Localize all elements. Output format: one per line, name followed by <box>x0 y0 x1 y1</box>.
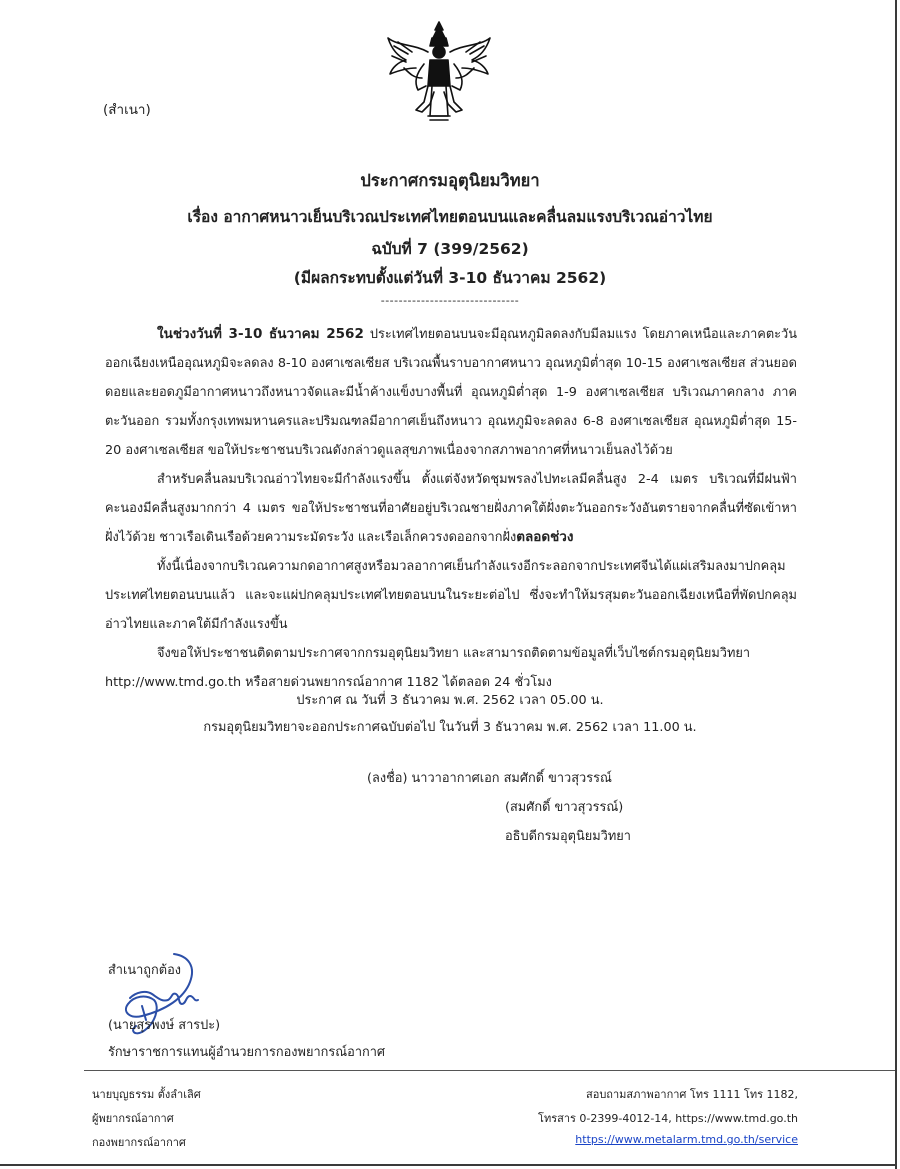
certifier-title: รักษาราชการแทนผู้อำนวยการกองพยากรณ์อากาศ <box>108 1045 386 1060</box>
paragraph-temperature-lead: ในช่วงวันที่ 3-10 ธันวาคม 2562 <box>157 326 364 342</box>
footer-metalarm-link[interactable]: https://www.metalarm.tmd.go.th/service <box>575 1133 798 1146</box>
page-frame-bottom <box>0 1164 897 1166</box>
footer-contact-fax-web: โทรสาร 0-2399-4012-14, https://www.tmd.go.th <box>538 1112 798 1125</box>
signer-title: อธิบดีกรมอุตุนิยมวิทยา <box>505 829 631 844</box>
title-divider: ------------------------------- <box>380 294 520 307</box>
paragraph-waves-bold: ตลอดช่วง <box>516 529 574 545</box>
paragraph-waves <box>105 465 797 552</box>
footer-forecaster-name: นายบุญธรรม ตั้งลำเลิศ <box>92 1088 201 1101</box>
announcement-title: ประกาศกรมอุตุนิยมวิทยา <box>360 171 540 190</box>
signed-by: (ลงชื่อ) นาวาอากาศเอก สมศักดิ์ ขาวสุวรรณ์ <box>367 771 612 786</box>
copy-label: (สำเนา) <box>103 102 151 118</box>
certifier-name: (นายสุรพงษ์ สารปะ) <box>108 1018 221 1033</box>
certified-copy-label: สำเนาถูกต้อง <box>108 963 182 978</box>
paragraph-followup-contact: http://www.tmd.go.th หรือสายด่วนพยากรณ์อากาศ 1182 ได้ตลอด 24 ชั่วโมง <box>105 675 552 690</box>
paragraph-followup <box>105 639 797 668</box>
garuda-emblem-icon <box>384 16 494 126</box>
footer-contact-phone: สอบถามสภาพอากาศ โทร 1111 โทร 1182, <box>586 1088 798 1101</box>
signer-name: (สมศักดิ์ ขาวสุวรรณ์) <box>505 800 624 815</box>
announcement-body <box>105 320 797 697</box>
paragraph-cause <box>105 552 797 639</box>
paragraph-followup-text: จึงขอให้ประชาชนติดตามประกาศจากกรมอุตุนิยมวิทยา และสามารถติดตามข้อมูลที่เว็บไซต์กรมอุตุนิยมวิทยา <box>157 646 751 661</box>
announcement-subject: เรื่อง อากาศหนาวเย็นบริเวณประเทศไทยตอนบนและคลื่นลมแรงบริเวณอ่าวไทย <box>187 208 713 226</box>
paragraph-waves-text: สำหรับคลื่นลมบริเวณอ่าวไทยจะมีกำลังแรงขึ้น ตั้งแต่จังหวัดชุมพรลงไปทะเลมีคลื่นสูง 2-4 เมตร บริเวณที่มีฝนฟ้าคะนองมีคลื่นสูงมากกว่า 4 เมตร ขอให้ประชาชนที่อาศัยอยู่บริเวณชายฝั่งภาคใต้ฝั่งตะวันออกระวังอันตรายจากคลื่นที่ซัดเข้าหาฝั่งไว้ด้วย ชาวเรือเดินเรือด้วยความระมัดระวัง และเรือเล็กควรงดออกจากฝั่ง <box>105 472 797 545</box>
page-frame-right <box>895 0 897 1169</box>
footer-forecaster-division: กองพยากรณ์อากาศ <box>92 1136 186 1149</box>
issued-datetime: ประกาศ ณ วันที่ 3 ธันวาคม พ.ศ. 2562 เวลา 05.00 น. <box>296 693 604 708</box>
paragraph-cause-text: ทั้งนี้เนื่องจากบริเวณความกดอากาศสูงหรือมวลอากาศเย็นกำลังแรงอีกระลอกจากประเทศจีนได้แผ่เสริมลงมาปกคลุมประเทศไทยตอนบนแล้ว และจะแผ่ปกคลุมประเทศไทยตอนบนในระยะต่อไป ซึ่งจะทำให้มรสุมตะวันออกเฉียงเหนือที่พัดปกคลุมอ่าวไทยและภาคใต้มีกำลังแรงขึ้น <box>105 559 797 632</box>
footer-divider <box>84 1070 895 1071</box>
announcement-issue-number: ฉบับที่ 7 (399/2562) <box>371 240 529 258</box>
footer-forecaster-role: ผู้พยากรณ์อากาศ <box>92 1112 174 1125</box>
paragraph-temperature <box>105 320 797 465</box>
announcement-effective-dates: (มีผลกระทบตั้งแต่วันที่ 3-10 ธันวาคม 2562) <box>293 269 607 287</box>
next-issue-note: กรมอุตุนิยมวิทยาจะออกประกาศฉบับต่อไป ในวันที่ 3 ธันวาคม พ.ศ. 2562 เวลา 11.00 น. <box>203 720 697 735</box>
paragraph-temperature-text: ประเทศไทยตอนบนจะมีอุณหภูมิลดลงกับมีลมแรง โดยภาคเหนือและภาคตะวันออกเฉียงเหนืออุณหภูมิจะลดลง 8-10 องศาเซลเซียส บริเวณพื้นราบอากาศหนาว อุณหภูมิต่ำสุด 10-15 องศาเซลเซียส ส่วนยอดดอยและยอดภูมีอากาศหนาวถึงหนาวจัดและมีน้ำค้างแข็งบางพื้นที่ อุณหภูมิต่ำสุด 1-9 องศาเซลเซียส บริเวณภาคกลาง ภาคตะวันออก รวมทั้งกรุงเทพมหานครและปริมณฑลมีอากาศเย็นถึงหนาว อุณหภูมิจะลดลง 6-8 องศาเซลเซียส อุณหภูมิต่ำสุด 15-20 องศาเซลเซียส ขอให้ประชาชนบริเวณดังกล่าวดูแลสุขภาพเนื่องจากสภาพอากาศที่หนาวเย็นลงไว้ด้วย <box>105 327 797 458</box>
